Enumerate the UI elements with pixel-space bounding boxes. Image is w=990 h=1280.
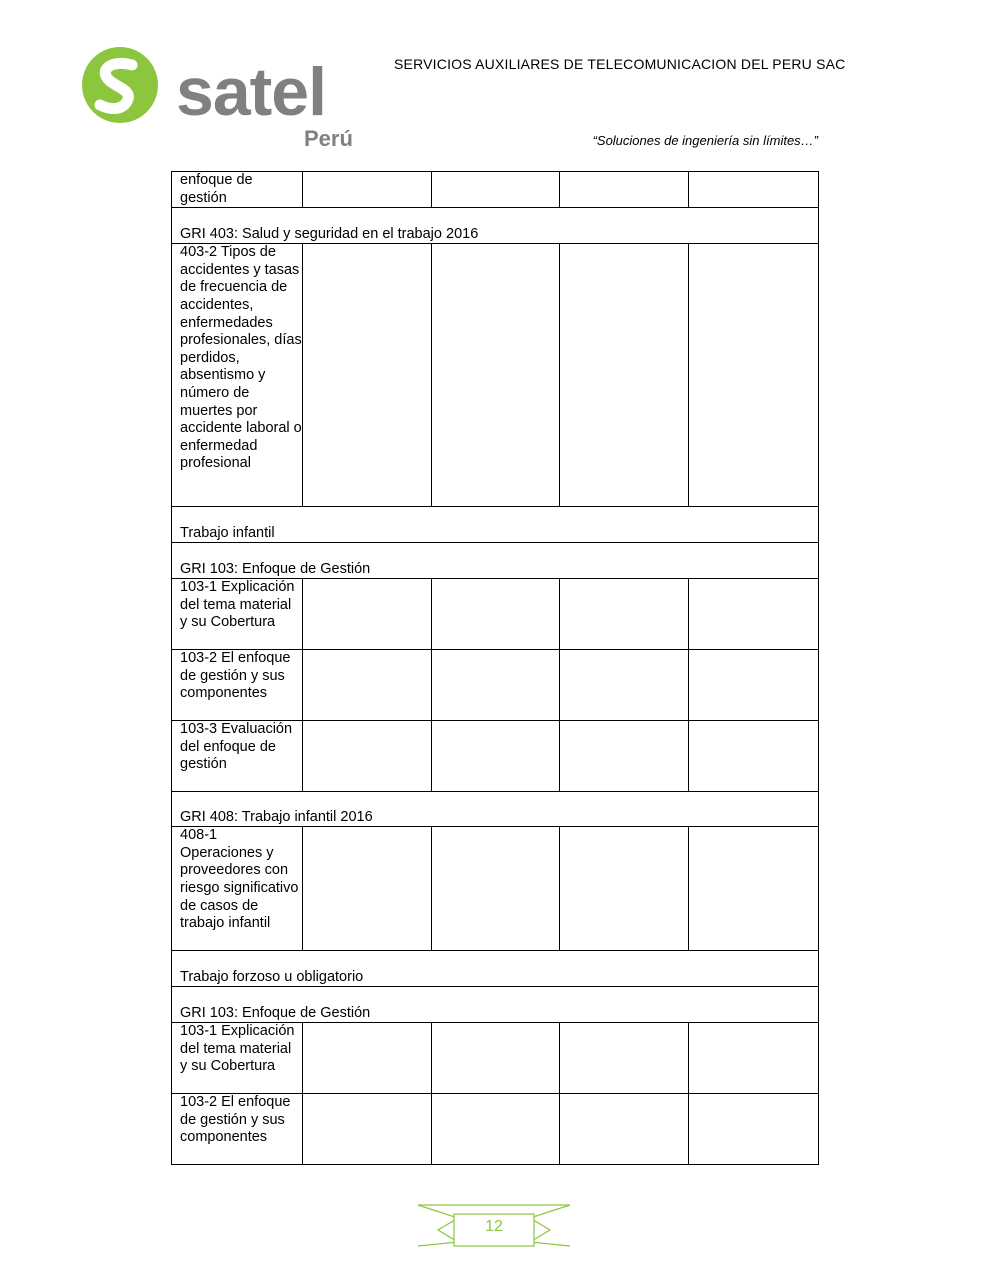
page-number: 12 <box>485 1218 503 1235</box>
empty-cell <box>560 172 689 208</box>
empty-cell <box>303 650 432 721</box>
indicator-cell: 103-2 El enfoque de gestión y sus componentes <box>172 1094 303 1165</box>
logo-wordmark: satel <box>176 54 326 130</box>
empty-cell <box>303 827 432 951</box>
section-title: GRI 403: Salud y seguridad en el trabajo 2016 <box>172 208 819 244</box>
section-title: GRI 408: Trabajo infantil 2016 <box>172 792 819 827</box>
empty-cell <box>689 827 819 951</box>
table-row <box>172 827 819 951</box>
indicator-cell: 103-1 Explicación del tema material y su Cobertura <box>172 1023 303 1094</box>
empty-cell <box>560 721 689 792</box>
section-row <box>172 792 819 827</box>
section-title: GRI 103: Enfoque de Gestión <box>172 543 819 579</box>
empty-cell <box>560 579 689 650</box>
empty-cell <box>432 172 560 208</box>
empty-cell <box>560 244 689 507</box>
satel-logo <box>80 45 370 155</box>
empty-cell <box>689 244 819 507</box>
indicator-cell: enfoque de gestión <box>172 172 303 208</box>
table-row <box>172 244 819 507</box>
empty-cell <box>560 1094 689 1165</box>
table-row <box>172 1023 819 1094</box>
empty-cell <box>303 172 432 208</box>
empty-cell <box>432 827 560 951</box>
empty-cell <box>560 1023 689 1094</box>
indicator-cell: 403-2 Tipos de accidentes y tasas de frecuencia de accidentes, enfermedades profesionales, días perdidos, absentismo y número de muertes por accidente laboral o enfermedad profesional <box>172 244 303 507</box>
indicator-cell: 103-1 Explicación del tema material y su Cobertura <box>172 579 303 650</box>
empty-cell <box>432 1094 560 1165</box>
empty-cell <box>303 579 432 650</box>
empty-cell <box>689 579 819 650</box>
indicator-cell: 103-3 Evaluación del enfoque de gestión <box>172 721 303 792</box>
empty-cell <box>303 244 432 507</box>
empty-cell <box>560 827 689 951</box>
empty-cell <box>432 1023 560 1094</box>
gri-content-table <box>171 171 819 1165</box>
empty-cell <box>689 1023 819 1094</box>
table-row <box>172 650 819 721</box>
empty-cell <box>689 1094 819 1165</box>
empty-cell <box>689 172 819 208</box>
empty-cell <box>560 650 689 721</box>
empty-cell <box>432 721 560 792</box>
company-name: SERVICIOS AUXILIARES DE TELECOMUNICACION DEL PERU SAC <box>394 56 846 72</box>
empty-cell <box>432 650 560 721</box>
tagline: “Soluciones de ingeniería sin límites…” <box>592 133 818 148</box>
logo-subtitle: Perú <box>304 126 353 151</box>
indicator-cell: 408-1 Operaciones y proveedores con riesgo significativo de casos de trabajo infantil <box>172 827 303 951</box>
empty-cell <box>689 650 819 721</box>
table-row <box>172 721 819 792</box>
table-row <box>172 579 819 650</box>
empty-cell <box>303 1094 432 1165</box>
empty-cell <box>432 244 560 507</box>
section-row <box>172 987 819 1023</box>
indicator-cell: 103-2 El enfoque de gestión y sus componentes <box>172 650 303 721</box>
section-row <box>172 208 819 244</box>
section-row <box>172 951 819 987</box>
section-row <box>172 507 819 543</box>
section-title: Trabajo forzoso u obligatorio <box>172 951 819 987</box>
empty-cell <box>689 721 819 792</box>
section-row <box>172 543 819 579</box>
empty-cell <box>303 721 432 792</box>
empty-cell <box>303 1023 432 1094</box>
table-row <box>172 172 819 208</box>
section-title: GRI 103: Enfoque de Gestión <box>172 987 819 1023</box>
section-title: Trabajo infantil <box>172 507 819 543</box>
table-row <box>172 1094 819 1165</box>
empty-cell <box>432 579 560 650</box>
